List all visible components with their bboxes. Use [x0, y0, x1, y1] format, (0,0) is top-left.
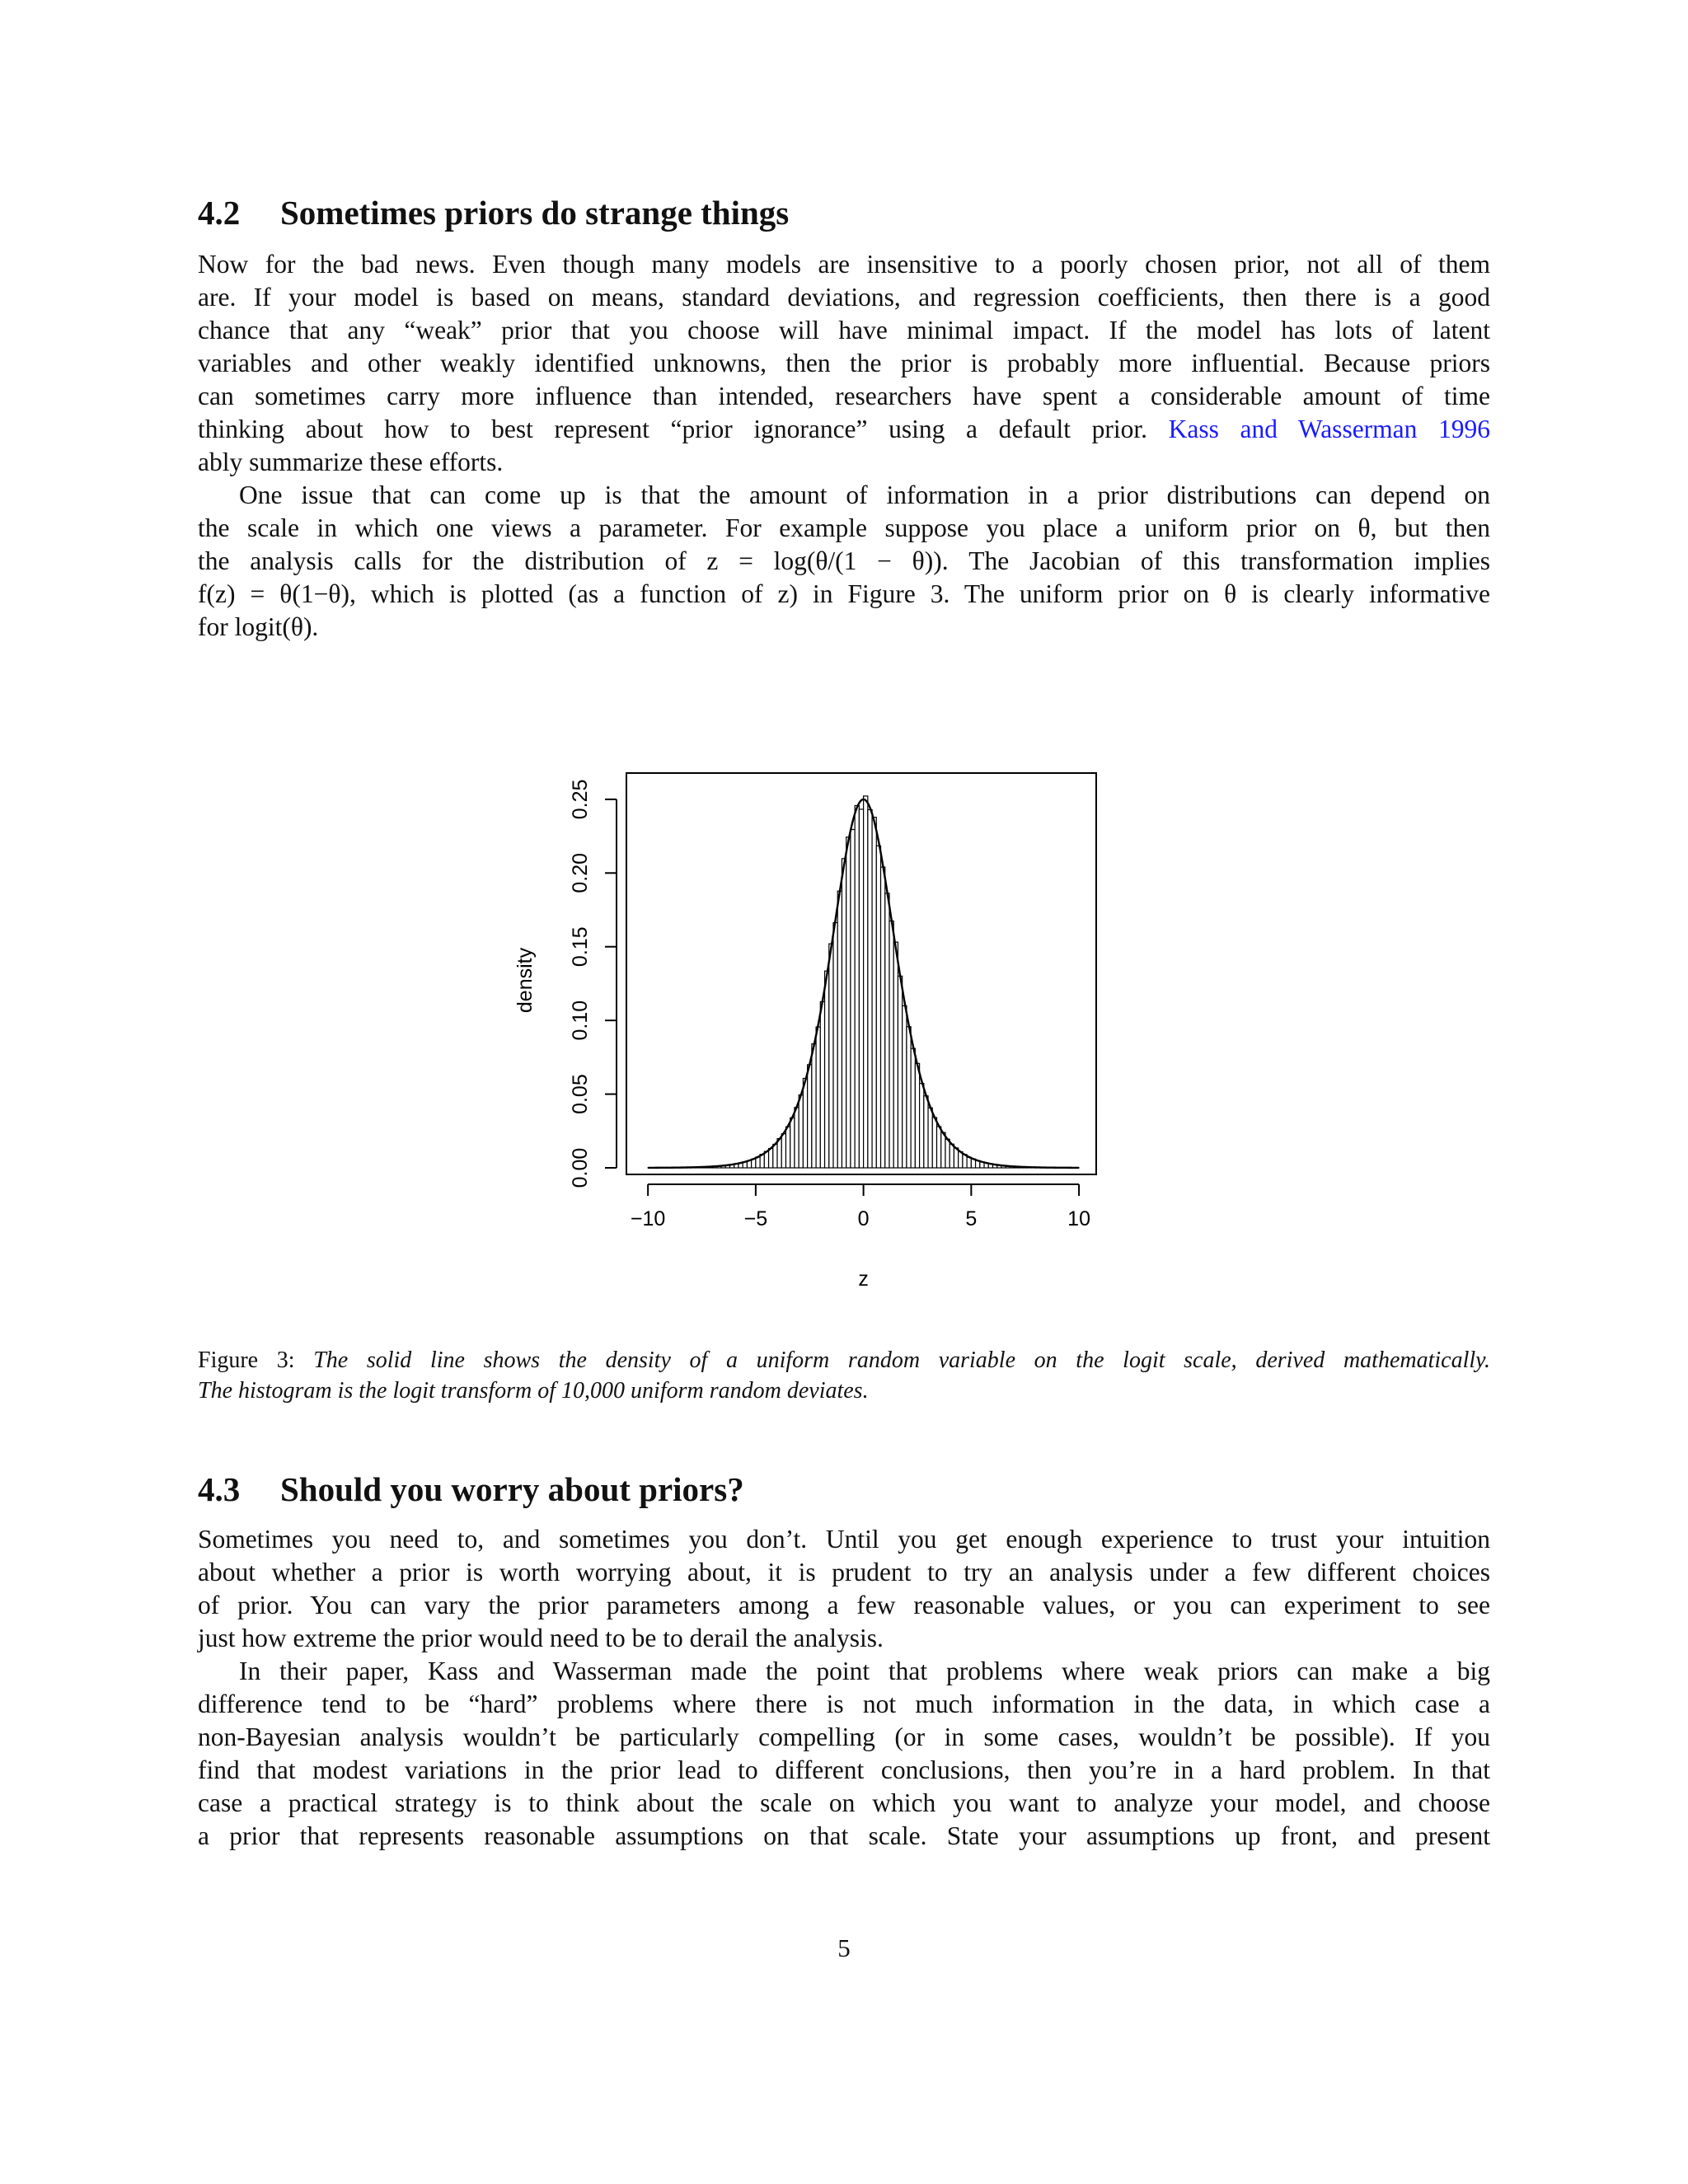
section-number: 4.2	[198, 194, 241, 232]
section-4-3-paragraph-2	[198, 1655, 1490, 1853]
text-line: ably summarize these efforts.	[198, 448, 504, 476]
caption-text: The histogram is the logit transform of 10,000 uniform random deviates.	[198, 1378, 869, 1404]
histogram-bar	[846, 837, 851, 1168]
section-heading-4-3	[198, 1469, 1490, 1509]
x-tick-label: 10	[1067, 1207, 1090, 1230]
section-4-3-paragraph-1	[198, 1523, 1490, 1655]
y-tick-label: 0.20	[569, 852, 592, 893]
histogram-bar	[967, 1157, 971, 1168]
section-heading-4-2	[198, 193, 1490, 232]
page-number: 5	[837, 1933, 851, 1962]
histogram-bar	[885, 893, 889, 1168]
text-line: find that modest variations in the prior lead to different conclusions, then you’re in a hard problem. In that	[198, 1755, 1490, 1784]
caption-line	[198, 1345, 1490, 1376]
histogram-bar	[928, 1108, 932, 1168]
text-line: variables and other weakly identified unknowns, then the prior is probably more influential. Because priors	[198, 349, 1490, 377]
text-line: can sometimes carry more influence than intended, researchers have spent a considerable amount of time	[198, 382, 1490, 410]
text-line: difference tend to be “hard” problems where there is not much information in the data, in which case a	[198, 1690, 1490, 1718]
histogram-bar	[941, 1132, 945, 1168]
text-line: of prior. You can vary the prior parameters among a few reasonable values, or you can experiment to see	[198, 1591, 1490, 1619]
histogram-bar	[820, 1001, 824, 1168]
text-line: chance that any “weak” prior that you choose will have minimal impact. If the model has lots of latent	[198, 316, 1490, 344]
histogram-bar	[816, 1027, 820, 1168]
histogram-bar	[932, 1118, 936, 1168]
histogram-bar	[924, 1096, 928, 1168]
histogram-bar	[773, 1144, 777, 1168]
histogram-bar	[868, 809, 872, 1168]
text-line: One issue that can come up is that the amount of information in a prior distributions can depend on	[239, 480, 1490, 509]
histogram-bar	[920, 1084, 924, 1168]
histogram-bar	[950, 1144, 954, 1168]
histogram-bar	[777, 1139, 781, 1168]
histogram-bar	[881, 867, 885, 1168]
text-line: about whether a prior is worth worrying about, it is prudent to try an analysis under a few different choices	[198, 1558, 1490, 1586]
x-axis-label: z	[858, 1268, 869, 1291]
y-axis-label: density	[513, 947, 537, 1014]
section-title: Sometimes priors do strange things	[280, 194, 790, 232]
x-tick-label: −5	[743, 1207, 768, 1230]
y-tick-label: 0.15	[569, 926, 592, 968]
section-title: Should you worry about priors?	[280, 1470, 744, 1508]
histogram-bar	[859, 809, 863, 1168]
text-line: a prior that represents reasonable assumptions on that scale. State your assumptions up front, and present	[198, 1821, 1490, 1850]
text-line: the analysis calls for the distribution of z = log(θ/(1 − θ)). The Jacobian of this transformation implies	[198, 546, 1490, 575]
histogram-bar	[872, 818, 876, 1168]
caption-label: Figure 3:	[198, 1347, 295, 1373]
histogram-bar	[876, 846, 880, 1168]
text-line: just how extreme the prior would need to be to derail the analysis.	[198, 1624, 884, 1652]
citation-link[interactable]: Kass and Wasserman 1996	[1168, 415, 1491, 443]
section-number: 4.3	[198, 1470, 241, 1508]
text-line: are. If your model is based on means, standard deviations, and regression coefficients, then there is a good	[198, 283, 1490, 312]
y-tick-label: 0.00	[569, 1147, 592, 1188]
histogram-bar	[842, 859, 846, 1168]
histogram-bar	[833, 922, 837, 1168]
histogram-bar	[954, 1148, 958, 1168]
histogram-bar	[937, 1127, 941, 1168]
histogram-bar	[855, 805, 859, 1168]
text-line: In their paper, Kass and Wasserman made the point that problems where weak priors can make a big	[239, 1657, 1490, 1685]
histogram-bar	[790, 1118, 795, 1168]
histogram-bar	[915, 1063, 919, 1168]
x-tick-label: −10	[630, 1207, 666, 1230]
caption-text: The solid line shows the density of a uniform random variable on the logit scale, derived mathematically.	[313, 1347, 1491, 1373]
histogram-bar	[799, 1095, 803, 1168]
figure-caption	[198, 1345, 1490, 1406]
histogram-bar	[945, 1139, 950, 1168]
histogram-bar	[781, 1134, 785, 1168]
histogram-bar	[785, 1127, 790, 1168]
histogram-bar	[959, 1151, 963, 1168]
histogram-chart	[495, 758, 1154, 1302]
histogram-bar	[889, 921, 893, 1168]
section-4-2-paragraph-1	[198, 248, 1490, 479]
text-line: for logit(θ).	[198, 612, 319, 641]
text-line: Now for the bad news. Even though many models are insensitive to a poorly chosen prior, not all of them	[198, 250, 1490, 279]
text-line: the scale in which one views a parameter. For example suppose you place a uniform prior on θ, but then	[198, 513, 1490, 542]
histogram-bar	[837, 891, 842, 1168]
text-line: non-Bayesian analysis wouldn’t be particularly compelling (or in some cases, wouldn’t be possible). If you	[198, 1722, 1490, 1751]
text-line: Sometimes you need to, and sometimes you don’t. Until you get enough experience to trust your intuition	[198, 1525, 1490, 1554]
histogram-bar	[795, 1108, 799, 1168]
text-line: f(z) = θ(1−θ), which is plotted (as a function of z) in Figure 3. The uniform prior on θ is clearly informative	[198, 579, 1490, 608]
caption-line	[198, 1376, 1490, 1406]
histogram-bar	[812, 1044, 816, 1168]
x-tick-label: 5	[965, 1207, 978, 1230]
histogram-bar	[903, 1005, 907, 1168]
histogram-bar	[898, 976, 902, 1168]
text-line-with-citation	[198, 413, 1490, 446]
x-tick-label: 0	[857, 1207, 870, 1230]
y-tick-label: 0.05	[569, 1074, 592, 1114]
histogram-bar	[825, 971, 829, 1168]
text-line: case a practical strategy is to think about the scale on which you want to analyze your model, and choose	[198, 1788, 1490, 1817]
histogram-bar	[893, 942, 898, 1168]
histogram-bar	[829, 944, 833, 1168]
histogram-bar	[769, 1148, 773, 1168]
histogram-bar	[911, 1048, 915, 1168]
histogram-bar	[864, 796, 868, 1168]
text-fragment: thinking about how to best represent “prior ignorance” using a default prior.	[198, 415, 1148, 443]
y-tick-label: 0.25	[569, 779, 592, 820]
y-tick-label: 0.10	[569, 1000, 592, 1041]
section-4-2-paragraph-2	[198, 479, 1490, 644]
histogram-bar	[808, 1065, 812, 1168]
histogram-bar	[803, 1078, 807, 1168]
histogram-bar	[851, 830, 855, 1168]
histogram-bar	[907, 1027, 911, 1168]
